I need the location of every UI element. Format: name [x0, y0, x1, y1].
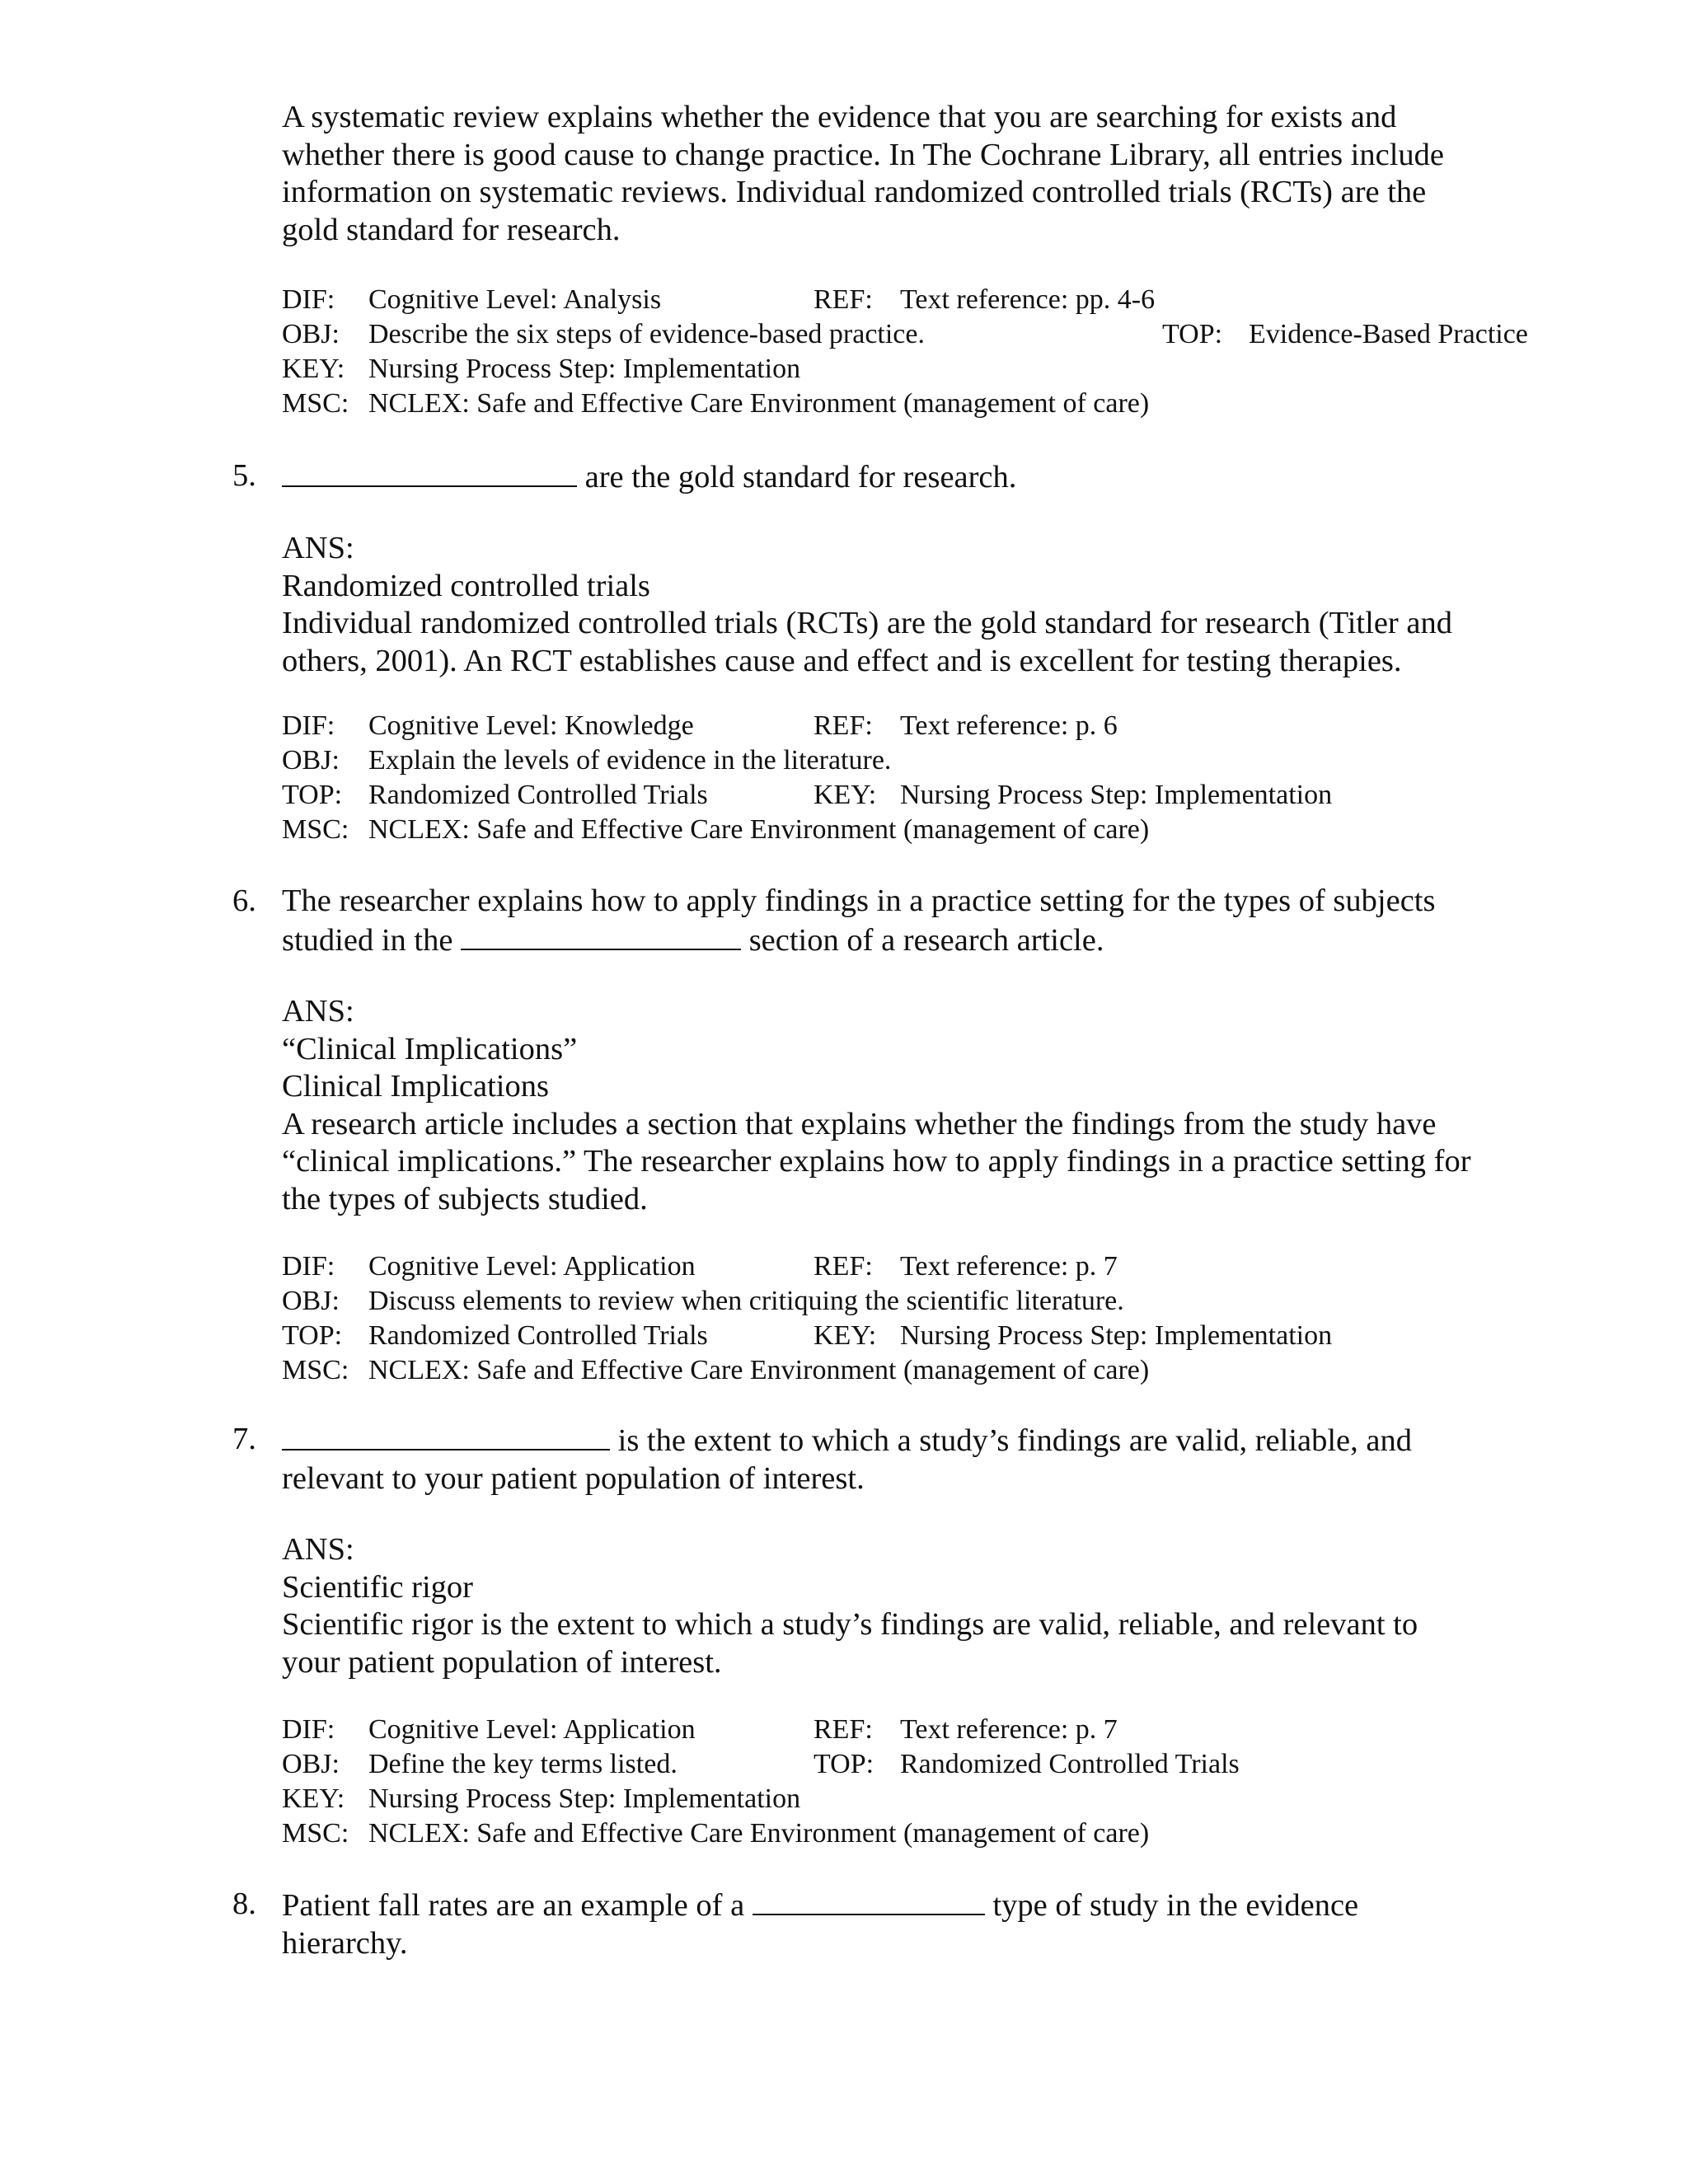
msc-value: NCLEX: Safe and Effective Care Environment (management of care): [368, 1355, 1150, 1385]
key-value: Nursing Process Step: Implementation: [900, 780, 1333, 810]
intro-metadata: [282, 283, 1568, 421]
dif-value: Cognitive Level: Knowledge: [368, 710, 694, 741]
obj-label: OBJ:: [282, 1286, 340, 1316]
key-label: KEY:: [282, 354, 345, 384]
msc-label: MSC:: [282, 814, 349, 845]
rationale-line: Scientific rigor is the extent to which a study’s findings are valid, reliable, and relevant to: [282, 1607, 1418, 1642]
msc-value: NCLEX: Safe and Effective Care Environment (management of care): [368, 1818, 1150, 1849]
question-5-answer: [282, 530, 1543, 680]
question-5-metadata: [282, 709, 1568, 847]
top-label: TOP:: [282, 1320, 343, 1351]
question-7-answer: [282, 1531, 1543, 1681]
obj-label: OBJ:: [282, 745, 340, 776]
msc-label: MSC:: [282, 388, 349, 419]
question-text-line1: [282, 1886, 1551, 1925]
intro-line: information on systematic reviews. Individual randomized controlled trials (RCTs) are the: [282, 175, 1427, 209]
fill-in-blank: [461, 921, 741, 950]
question-text: type of study in the evidence: [992, 1888, 1359, 1923]
question-6-stem: [282, 883, 1551, 959]
question-text: studied in the: [282, 922, 453, 958]
answer-text: Scientific rigor: [282, 1569, 473, 1605]
question-text: are the gold standard for research.: [584, 460, 1017, 494]
ans-label: ANS:: [282, 531, 354, 565]
dif-label: DIF:: [282, 284, 335, 315]
question-number: 5.: [232, 458, 256, 493]
ref-value: Text reference: p. 6: [900, 710, 1118, 741]
question-6-metadata: [282, 1249, 1568, 1388]
answer-text: Clinical Implications: [282, 1069, 549, 1104]
meta-row-dif-ref: [282, 709, 1568, 743]
key-label: KEY:: [814, 1320, 877, 1351]
question-text: hierarchy.: [282, 1925, 408, 1961]
obj-value: Discuss elements to review when critiquing the scientific literature.: [368, 1286, 1124, 1316]
ref-label: REF:: [814, 710, 873, 741]
ans-label: ANS:: [282, 1532, 354, 1567]
top-value: Evidence-Based Practice: [1249, 319, 1528, 349]
obj-label: OBJ:: [282, 319, 340, 349]
rationale-line: A research article includes a section that explains whether the findings from the study have: [282, 1106, 1437, 1141]
ref-label: REF:: [814, 1714, 873, 1745]
dif-value: Cognitive Level: Application: [368, 1251, 696, 1282]
fill-in-blank: [282, 457, 577, 487]
key-label: KEY:: [814, 780, 877, 810]
fill-in-blank: [282, 1421, 610, 1451]
key-value: Nursing Process Step: Implementation: [368, 354, 801, 384]
question-text-line2: [282, 921, 1551, 960]
ref-label: REF:: [814, 1251, 873, 1282]
rationale-line: the types of subjects studied.: [282, 1181, 648, 1216]
question-text: relevant to your patient population of interest.: [282, 1460, 865, 1496]
dif-value: Cognitive Level: Analysis: [368, 284, 662, 315]
obj-value: Define the key terms listed.: [368, 1749, 678, 1779]
top-value: Randomized Controlled Trials: [900, 1749, 1240, 1779]
meta-row-obj: [282, 1284, 1568, 1319]
question-8-stem: [282, 1886, 1551, 1962]
top-label: TOP:: [814, 1749, 874, 1779]
meta-row-obj-top: [282, 1747, 1568, 1782]
question-7-stem: [282, 1421, 1551, 1497]
rationale-line: your patient population of interest.: [282, 1644, 722, 1680]
obj-label: OBJ:: [282, 1749, 340, 1779]
meta-row-obj-top: [282, 317, 1568, 352]
key-value: Nursing Process Step: Implementation: [368, 1783, 801, 1814]
intro-line: gold standard for research.: [282, 212, 621, 247]
dif-value: Cognitive Level: Application: [368, 1714, 696, 1745]
meta-row-key: [282, 352, 1568, 387]
meta-row-obj: [282, 743, 1568, 778]
ref-value: Text reference: p. 7: [900, 1251, 1118, 1282]
meta-row-dif-ref: [282, 1249, 1568, 1284]
meta-row-msc: [282, 387, 1568, 421]
question-text: is the extent to which a study’s findings are valid, reliable, and: [617, 1423, 1412, 1458]
intro-line: A systematic review explains whether the evidence that you are searching for exists and: [282, 100, 1397, 134]
ref-value: Text reference: p. 7: [900, 1714, 1118, 1745]
question-number: 7.: [232, 1422, 256, 1456]
question-number: 6.: [232, 883, 256, 918]
top-value: Randomized Controlled Trials: [368, 780, 708, 810]
question-text: The researcher explains how to apply findings in a practice setting for the types of subjects: [282, 883, 1436, 918]
question-6-answer: [282, 993, 1543, 1218]
dif-label: DIF:: [282, 710, 335, 741]
meta-row-dif-ref: [282, 283, 1568, 317]
msc-value: NCLEX: Safe and Effective Care Environment (management of care): [368, 388, 1150, 419]
meta-row-dif-ref: [282, 1713, 1568, 1747]
key-label: KEY:: [282, 1783, 345, 1814]
dif-label: DIF:: [282, 1251, 335, 1282]
top-label: TOP:: [282, 780, 343, 810]
answer-text: Randomized controlled trials: [282, 568, 650, 603]
meta-row-msc: [282, 1353, 1568, 1388]
obj-value: Explain the levels of evidence in the literature.: [368, 745, 892, 776]
msc-label: MSC:: [282, 1818, 349, 1849]
question-number: 8.: [232, 1886, 256, 1921]
rationale-line: others, 2001). An RCT establishes cause and effect and is excellent for testing therapies.: [282, 643, 1402, 678]
ref-value: Text reference: pp. 4-6: [900, 284, 1156, 315]
meta-row-top-key: [282, 1319, 1568, 1353]
key-value: Nursing Process Step: Implementation: [900, 1320, 1333, 1351]
fill-in-blank: [753, 1886, 985, 1915]
question-5-stem: [282, 457, 1551, 497]
msc-label: MSC:: [282, 1355, 349, 1385]
meta-row-msc: [282, 813, 1568, 847]
meta-row-top-key: [282, 778, 1568, 813]
msc-value: NCLEX: Safe and Effective Care Environment (management of care): [368, 814, 1150, 845]
intro-rationale: [282, 99, 1518, 249]
question-text-line1: [282, 1421, 1551, 1460]
top-label: TOP:: [1162, 319, 1223, 349]
question-text: section of a research article.: [748, 922, 1104, 958]
top-value: Randomized Controlled Trials: [368, 1320, 708, 1351]
obj-value: Describe the six steps of evidence-based practice.: [368, 319, 925, 349]
rationale-line: “clinical implications.” The researcher explains how to apply findings in a practice setting for: [282, 1144, 1471, 1179]
question-7-metadata: [282, 1713, 1568, 1851]
dif-label: DIF:: [282, 1714, 335, 1745]
answer-text: “Clinical Implications”: [282, 1031, 578, 1066]
ans-label: ANS:: [282, 994, 354, 1029]
meta-row-key: [282, 1782, 1568, 1816]
ref-label: REF:: [814, 284, 873, 315]
question-text: Patient fall rates are an example of a: [282, 1888, 745, 1923]
meta-row-msc: [282, 1816, 1568, 1851]
intro-line: whether there is good cause to change practice. In The Cochrane Library, all entries include: [282, 137, 1445, 172]
rationale-line: Individual randomized controlled trials (RCTs) are the gold standard for research (Titler and: [282, 606, 1452, 640]
